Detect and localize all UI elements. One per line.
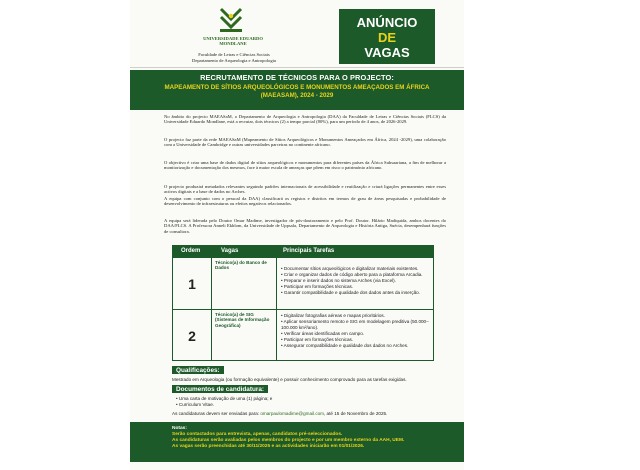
row-order: 2 [188, 328, 196, 344]
notes-box [130, 422, 464, 462]
notes-heading: Notas: [172, 426, 187, 431]
header-tasks: Principais Tarefas [283, 248, 335, 254]
row-role: Técnico(a) do Banco de Dados [211, 258, 277, 309]
department-name: Departamento de Arqueologia e Antropologia [192, 57, 276, 63]
paragraph: No âmbito do projecto MAEASaM, o Departamento de Arqueologia e Antropologia (DAA) da Faculdade de Letras e Ciências Sociais (FLCS) da Universidade Eduardo Mondlane, está a recrutar, dois técnicos (2) a tempo parcial (80%), para um período de 4 anos, de 2026-2029. [164, 114, 446, 125]
task-item: • Aplicar sensoriamento remoto e SIG em modelagem preditiva (50.000–100.000 km²/ano). [281, 319, 431, 331]
submission-prefix: As candidaturas devem ser enviadas para: [172, 411, 260, 416]
paragraph: A equipa com conjunto com o pessoal da DAA) classificará os registos e distritos em termos de grau de áreas pesquisadas e probabilidade de desenvolvimento de infraestruturas ou efeitos negativos relacionados. [164, 196, 446, 207]
submission-line [172, 411, 387, 417]
task-list [281, 313, 431, 349]
header-divider [130, 67, 464, 68]
row-role: Técnico(a) de SIG (Sistemas de Informação Geográfica) [211, 310, 277, 361]
task-item: • Garantir compatibilidade e qualidade dos dados antes da inserção. [281, 290, 431, 296]
announcement-line-2: DE [377, 30, 397, 45]
task-item: • Documentar sítios arqueológicos e digitalizar materiais existentes. [281, 266, 431, 272]
title-banner [130, 70, 464, 110]
announcement-line-3: VAGAS [364, 45, 410, 60]
task-item: • Digitalizar fotografias aéreas e mapas prioritários. [281, 313, 431, 319]
banner-subtitle: MAPEAMENTO DE SÍTIOS ARQUEOLÓGICOS E MONUMENTOS AMEAÇADOS EM ÁFRICA (MAEASAM), 2024 - 2029 [164, 84, 430, 99]
vacancies-table [172, 245, 434, 361]
notes-line: Serão contactados para entrevista, apenas, candidatos pré-seleccionados. [172, 432, 343, 437]
paragraph: O projecto produzirá metadados relevantes seguindo padrões internacionais de acessibilidade e reutilização e criará ligações permanentes entre esses activos digitais e a base de dados no Arches. [164, 184, 446, 195]
notes-line: As vagas serão preenchidas até 30/11/2025 e as actividades iniciarão em 01/01/2026. [172, 444, 365, 449]
announcement-badge [339, 9, 435, 64]
list-item-text: Curriculum Vitae. [178, 401, 215, 407]
qualifications-heading: Qualificações: [172, 366, 224, 374]
table-header [173, 246, 433, 257]
task-item: • Participar em formações técnicas. [281, 284, 431, 290]
qualifications-text: Mestrado em Arqueologia (ou formação equivalente) e possuir conhecimento comprovado para as tarefas exigidas. [172, 377, 407, 382]
table-row [173, 257, 433, 309]
row-order: 1 [188, 276, 196, 292]
task-item: • Participar em formações técnicas. [281, 337, 431, 343]
header-order: Ordem [181, 248, 201, 254]
header-vacancies: Vagas [221, 248, 239, 254]
faculty-department [166, 52, 302, 63]
table-row [173, 309, 433, 361]
announcement-line-1: ANÚNCIO [356, 15, 418, 30]
paragraph: A equipa será liderada pelo Doutor Omar Madime, investigador de pós-doutoramento e pelo Prof. Doutor. Hilário Madiquida, ambos docentes do DAA/FLCS. A Professora Anneli Ekblom, da Universidade de Uppsala, Departamento de Arqueologia e História Antiga, Suécia, desempenhará funções de consultora. [164, 218, 446, 234]
task-item: • Criar e organizar dados de código aberto para a plataforma Arcadia. [281, 272, 431, 278]
paragraph: O objectivo é criar uma base de dados digital de sítios arqueológicos e monumentos para diferentes países da África Subsaariana, a fim de melhorar a monitorização e documentação dos mesmos, face à maior escala de ameaças que põem em risco o património africano. [164, 160, 446, 171]
banner-title: RECRUTAMENTO DE TÉCNICOS PARA O PROJECTO: [200, 73, 394, 82]
notes-line: As candidaturas serão avaliadas pelos membros do projecto e por um membro externo da AAH, UEM. [172, 438, 405, 443]
documents-list [176, 396, 272, 407]
task-item: • Verificar áreas identificadas em campo. [281, 331, 431, 337]
list-item: • Uma carta de motivação de uma (1) página; e [176, 396, 273, 401]
task-item: • Preparar e inserir dados no sistema Arches (via Excel). [281, 278, 431, 284]
faculty-name: Faculdade de Letras e Ciências Sociais [198, 52, 270, 57]
university-name: UNIVERSIDADE EDUARDO MONDLANE [203, 36, 263, 46]
submission-suffix: , até 15 de Novembro de 2025. [324, 411, 388, 416]
task-list [281, 266, 431, 296]
list-item: • Curriculum Vitae. [176, 401, 215, 407]
documents-heading: Documentos de candidatura: [172, 385, 268, 393]
email-link[interactable]: omarpaulomadime@gmail.com [260, 411, 324, 416]
university-logo-icon [217, 7, 245, 33]
paragraph: O projecto faz parte da rede MAEASaM (Mapeamento de Sítios Arqueológicos e Monumentos Ameaçados em África, 2024 -2029), uma colaboração com a Universidade de Cambridge e outras universidades parceiras no continente africano. [164, 137, 446, 148]
task-item: • Assegurar compatibilidade e qualidade dos dados no Arches. [281, 343, 431, 349]
list-item-text: Uma carta de motivação de uma (1) página; e [178, 396, 273, 401]
